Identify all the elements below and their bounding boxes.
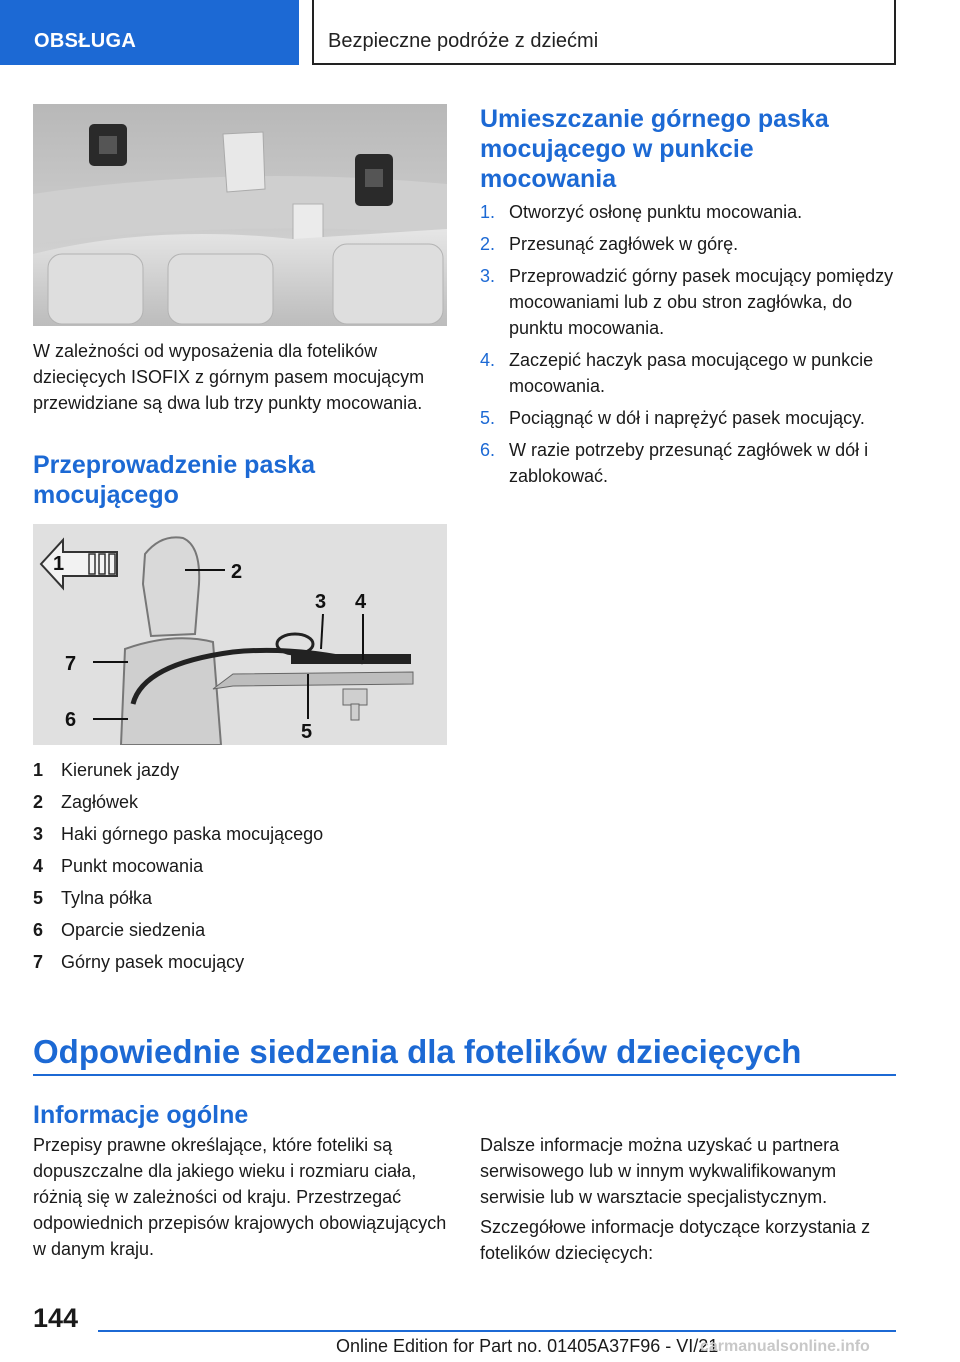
- usage-info-paragraph: Szczegółowe informacje dotyczące korzystania z fotelików dziecięcych:: [480, 1217, 871, 1263]
- photo-caption: W zależności od wyposażenia dla fotelików dziecięcych ISOFIX z górnym pasem mocującym przewidziane są dwa lub trzy punkty mocowania.: [33, 341, 425, 413]
- section-rule: [33, 1074, 896, 1076]
- legend-number: 4: [33, 856, 44, 876]
- tether-routing-illustration: [33, 524, 447, 745]
- step-item: [480, 437, 896, 489]
- callout-2: 2: [231, 561, 243, 583]
- step-number: 2.: [480, 234, 496, 254]
- tether-routing-diagram: [33, 524, 447, 745]
- legend-label: Zagłówek: [61, 792, 139, 812]
- step-text: Przesunąć zagłówek w górę.: [509, 234, 739, 254]
- footer-rule: [98, 1330, 896, 1332]
- legend-number: 2: [33, 792, 44, 812]
- regulations-paragraph: Przepisy prawne określające, które foteliki są dopuszczalne dla jakiego wieku i rozmiaru ciała, różnią się w zależności od kraju. Przestrzegać odpowiednich przepisów krajowych obowiązujących w danym kraju.: [33, 1135, 447, 1259]
- diagram-legend: [33, 754, 447, 978]
- legend-label: Oparcie siedzenia: [61, 920, 206, 940]
- callout-1: 1: [53, 553, 65, 575]
- legend-item: [33, 946, 447, 978]
- legend-number: 6: [33, 920, 44, 940]
- anchoring-heading: Umieszczanie górnego paska mocującego w punkcie mocowania: [480, 105, 829, 193]
- step-item: [480, 263, 896, 341]
- legend-number: 3: [33, 824, 44, 844]
- legend-item: [33, 850, 447, 882]
- routing-heading: Przeprowadzenie paska mocującego: [33, 451, 316, 509]
- callout-6: 6: [65, 709, 77, 731]
- callout-4: 4: [355, 591, 367, 613]
- callout-7: 7: [65, 653, 77, 675]
- general-info-heading: Informacje ogólne: [33, 1101, 249, 1129]
- step-text: Przeprowadzić górny pasek mocujący pomiędzy mocowaniami lub z obu stron zagłówka, do punktu mocowania.: [509, 266, 894, 338]
- step-number: 5.: [480, 408, 496, 428]
- step-text: Pociągnąć w dół i naprężyć pasek mocujący.: [509, 408, 865, 428]
- legend-number: 1: [33, 760, 44, 780]
- section-title: Odpowiednie siedzenia dla fotelików dziecięcych: [33, 1033, 802, 1070]
- step-number: 1.: [480, 202, 496, 222]
- step-item: [480, 231, 896, 257]
- anchoring-steps: [480, 199, 896, 495]
- anchor-points-photo: [33, 104, 447, 326]
- step-item: [480, 199, 896, 225]
- edition-info: Online Edition for Part no. 01405A37F96 - VI/21: [336, 1336, 719, 1356]
- header-title-box: [312, 0, 896, 65]
- legend-label: Górny pasek mocujący: [61, 952, 245, 972]
- legend-number: 5: [33, 888, 44, 908]
- watermark: carmanualsonline.info: [700, 1338, 870, 1355]
- legend-label: Kierunek jazdy: [61, 760, 180, 780]
- header-section-tab: [0, 0, 299, 65]
- legend-item: [33, 754, 447, 786]
- step-number: 6.: [480, 440, 496, 460]
- legend-item: [33, 786, 447, 818]
- legend-label: Tylna półka: [61, 888, 153, 908]
- legend-item: [33, 914, 447, 946]
- legend-number: 7: [33, 952, 44, 972]
- step-item: [480, 405, 896, 431]
- page-number: 144: [33, 1303, 79, 1333]
- step-text: Otworzyć osłonę punktu mocowania.: [509, 202, 803, 222]
- anchor-points-illustration: [33, 104, 447, 326]
- partner-info-paragraph: Dalsze informacje można uzyskać u partnera serwisowego lub w innym wykwalifikowanym serwisie lub w warsztacie specjalistycznym.: [480, 1135, 840, 1207]
- legend-item: [33, 818, 447, 850]
- legend-label: Haki górnego paska mocującego: [61, 824, 324, 844]
- callout-5: 5: [301, 721, 313, 743]
- step-item: [480, 347, 896, 399]
- step-text: W razie potrzeby przesunąć zagłówek w dół i zablokować.: [509, 440, 869, 486]
- legend-item: [33, 882, 447, 914]
- header-title: Bezpieczne podróże z dziećmi: [328, 30, 599, 52]
- step-text: Zaczepić haczyk pasa mocującego w punkcie mocowania.: [509, 350, 874, 396]
- legend-label: Punkt mocowania: [61, 856, 204, 876]
- step-number: 3.: [480, 266, 496, 286]
- step-number: 4.: [480, 350, 496, 370]
- header-section-label: OBSŁUGA: [34, 30, 137, 52]
- callout-3: 3: [315, 591, 327, 613]
